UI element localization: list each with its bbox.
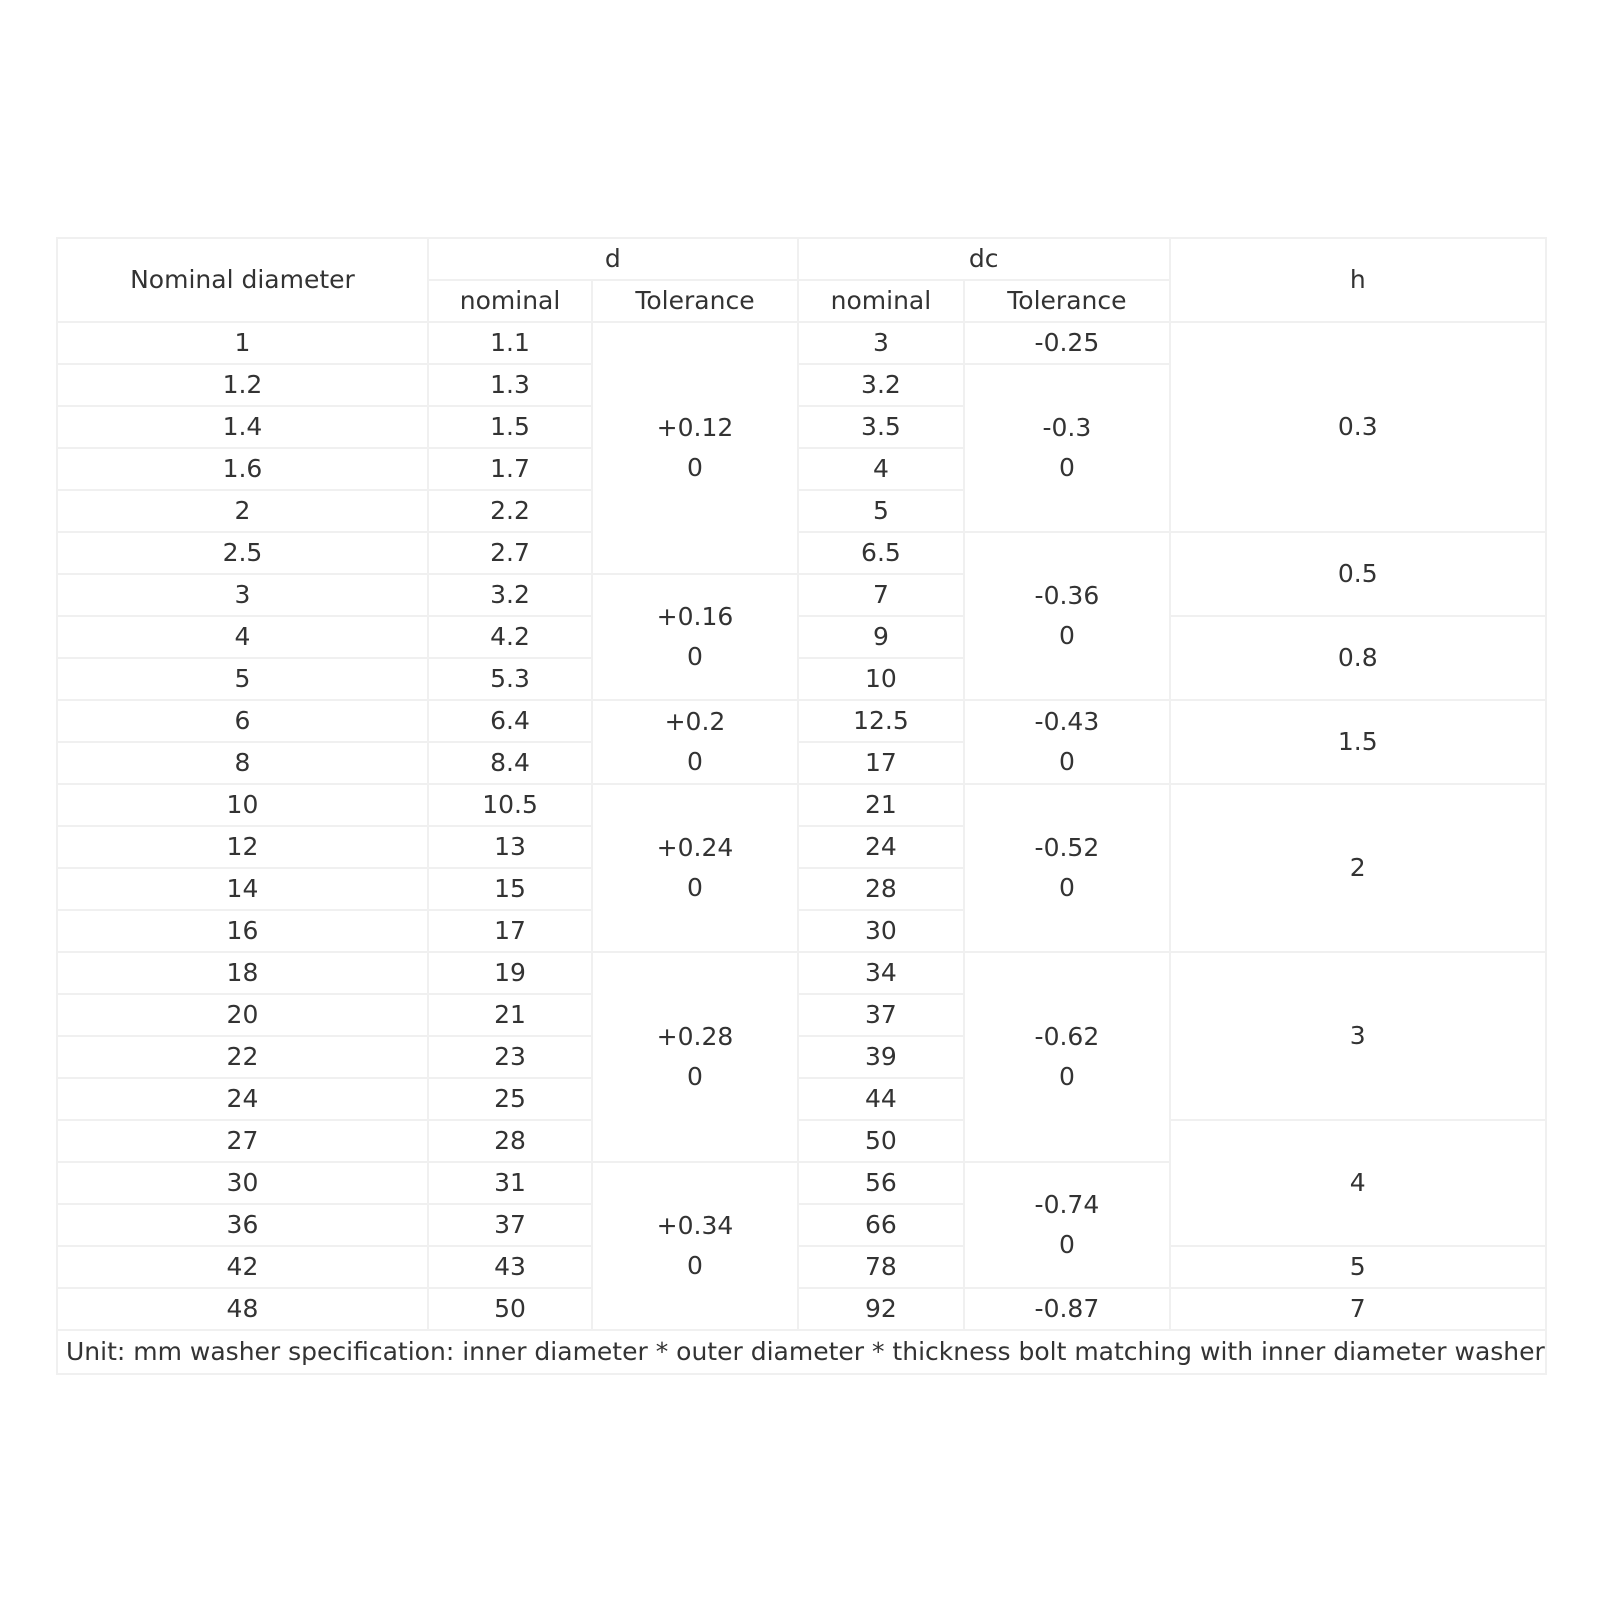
- nominal-diameter-cell: 1.2: [57, 364, 428, 406]
- table-row: [57, 1120, 1546, 1162]
- d-tolerance-cell: [592, 1162, 798, 1330]
- header-h: h: [1170, 238, 1546, 322]
- h-cell: 3: [1170, 952, 1546, 1120]
- d-nominal-cell: 6.4: [428, 700, 592, 742]
- nominal-diameter-cell: 6: [57, 700, 428, 742]
- header-d-nominal: nominal: [428, 280, 592, 322]
- dc-tolerance-cell-upper: -0.74: [1034, 1190, 1100, 1219]
- dc-tolerance-cell: [964, 784, 1170, 952]
- dc-tolerance-cell-lower: 0: [1058, 873, 1075, 902]
- d-nominal-cell: 13: [428, 826, 592, 868]
- d-nominal-cell: 31: [428, 1162, 592, 1204]
- dc-nominal-cell: 56: [798, 1162, 964, 1204]
- nominal-diameter-cell: 42: [57, 1246, 428, 1288]
- d-nominal-cell: 4.2: [428, 616, 592, 658]
- h-cell: 0.3: [1170, 322, 1546, 532]
- dc-nominal-cell: 24: [798, 826, 964, 868]
- d-nominal-cell: 1.5: [428, 406, 592, 448]
- nominal-diameter-cell: 22: [57, 1036, 428, 1078]
- table-row: [57, 952, 1546, 994]
- nominal-diameter-cell: 27: [57, 1120, 428, 1162]
- table-row: [57, 700, 1546, 742]
- dc-tolerance-cell: [964, 322, 1170, 364]
- dc-tolerance-cell-upper: -0.43: [1034, 707, 1100, 736]
- dc-tolerance-cell: [964, 700, 1170, 784]
- dc-tolerance-cell: [964, 532, 1170, 700]
- h-cell: 5: [1170, 1246, 1546, 1288]
- h-cell: 4: [1170, 1120, 1546, 1246]
- table-row: [57, 784, 1546, 826]
- nominal-diameter-cell: 36: [57, 1204, 428, 1246]
- header-d-tolerance: Tolerance: [592, 280, 798, 322]
- d-nominal-cell: 25: [428, 1078, 592, 1120]
- d-nominal-cell: 1.7: [428, 448, 592, 490]
- dc-tolerance-cell: [964, 1162, 1170, 1288]
- nominal-diameter-cell: 20: [57, 994, 428, 1036]
- dc-nominal-cell: 6.5: [798, 532, 964, 574]
- dc-tolerance-cell-upper: -0.36: [1034, 581, 1100, 610]
- header-dc-tolerance: Tolerance: [964, 280, 1170, 322]
- nominal-diameter-cell: 30: [57, 1162, 428, 1204]
- dc-nominal-cell: 21: [798, 784, 964, 826]
- d-nominal-cell: 2.7: [428, 532, 592, 574]
- nominal-diameter-cell: 18: [57, 952, 428, 994]
- nominal-diameter-cell: 5: [57, 658, 428, 700]
- dc-nominal-cell: 78: [798, 1246, 964, 1288]
- dc-tolerance-cell: [964, 364, 1170, 532]
- h-cell: 1.5: [1170, 700, 1546, 784]
- d-tolerance-cell-upper: +0.2: [664, 707, 726, 736]
- dc-nominal-cell: 3.2: [798, 364, 964, 406]
- nominal-diameter-cell: 2: [57, 490, 428, 532]
- dc-nominal-cell: 17: [798, 742, 964, 784]
- d-tolerance-cell-upper: +0.34: [656, 1211, 734, 1240]
- nominal-diameter-cell: 14: [57, 868, 428, 910]
- d-nominal-cell: 1.3: [428, 364, 592, 406]
- d-nominal-cell: 28: [428, 1120, 592, 1162]
- dc-nominal-cell: 4: [798, 448, 964, 490]
- dc-nominal-cell: 3: [798, 322, 964, 364]
- d-nominal-cell: 23: [428, 1036, 592, 1078]
- d-nominal-cell: 21: [428, 994, 592, 1036]
- dc-nominal-cell: 10: [798, 658, 964, 700]
- dc-tolerance-cell-upper: -0.52: [1034, 833, 1100, 862]
- dc-tolerance-cell-upper: -0.62: [1034, 1022, 1100, 1051]
- dc-nominal-cell: 66: [798, 1204, 964, 1246]
- nominal-diameter-cell: 1.4: [57, 406, 428, 448]
- dc-tolerance-cell-lower: 0: [1058, 453, 1075, 482]
- dc-tolerance-cell-upper: -0.25: [1034, 328, 1100, 357]
- header-dc: dc: [798, 238, 1170, 280]
- h-cell: 0.5: [1170, 532, 1546, 616]
- table-row: [57, 532, 1546, 574]
- dc-nominal-cell: 50: [798, 1120, 964, 1162]
- dc-tolerance-cell-upper: -0.87: [1034, 1294, 1100, 1323]
- d-nominal-cell: 5.3: [428, 658, 592, 700]
- d-tolerance-cell-upper: +0.12: [656, 413, 734, 442]
- d-tolerance-cell-lower: 0: [687, 873, 703, 902]
- dc-nominal-cell: 34: [798, 952, 964, 994]
- table-row: [57, 1246, 1546, 1288]
- dc-tolerance-cell-lower: 0: [1058, 1062, 1075, 1091]
- d-nominal-cell: 3.2: [428, 574, 592, 616]
- header-dc-nominal: nominal: [798, 280, 964, 322]
- table-row: [57, 1288, 1546, 1330]
- nominal-diameter-cell: 24: [57, 1078, 428, 1120]
- d-tolerance-cell-lower: 0: [687, 1062, 703, 1091]
- d-tolerance-cell: [592, 574, 798, 700]
- dc-nominal-cell: 9: [798, 616, 964, 658]
- dc-nominal-cell: 37: [798, 994, 964, 1036]
- table-body: [57, 322, 1546, 1330]
- h-cell: 0.8: [1170, 616, 1546, 700]
- dc-nominal-cell: 7: [798, 574, 964, 616]
- header-nominal-diameter: Nominal diameter: [57, 238, 428, 322]
- dc-nominal-cell: 5: [798, 490, 964, 532]
- d-nominal-cell: 43: [428, 1246, 592, 1288]
- nominal-diameter-cell: 4: [57, 616, 428, 658]
- nominal-diameter-cell: 3: [57, 574, 428, 616]
- d-nominal-cell: 10.5: [428, 784, 592, 826]
- dc-tolerance-cell-upper: -0.3: [1042, 413, 1092, 442]
- nominal-diameter-cell: 8: [57, 742, 428, 784]
- nominal-diameter-cell: 1.6: [57, 448, 428, 490]
- d-tolerance-cell-lower: 0: [687, 1251, 703, 1280]
- nominal-diameter-cell: 2.5: [57, 532, 428, 574]
- table-row: [57, 322, 1546, 364]
- d-tolerance-cell-upper: +0.28: [656, 1022, 734, 1051]
- dc-tolerance-cell: [964, 952, 1170, 1162]
- d-nominal-cell: 19: [428, 952, 592, 994]
- d-tolerance-cell: [592, 952, 798, 1162]
- washer-spec-table: [56, 237, 1547, 1375]
- dc-nominal-cell: 28: [798, 868, 964, 910]
- dc-tolerance-cell-lower: 0: [1058, 747, 1075, 776]
- header-d: d: [428, 238, 798, 280]
- d-nominal-cell: 37: [428, 1204, 592, 1246]
- d-tolerance-cell: [592, 700, 798, 784]
- dc-nominal-cell: 12.5: [798, 700, 964, 742]
- d-nominal-cell: 50: [428, 1288, 592, 1330]
- h-cell: 2: [1170, 784, 1546, 952]
- dc-nominal-cell: 3.5: [798, 406, 964, 448]
- nominal-diameter-cell: 1: [57, 322, 428, 364]
- dc-tolerance-cell-lower: 0: [1058, 621, 1075, 650]
- dc-nominal-cell: 30: [798, 910, 964, 952]
- d-tolerance-cell-upper: +0.24: [656, 833, 734, 862]
- d-nominal-cell: 17: [428, 910, 592, 952]
- d-tolerance-cell-lower: 0: [687, 642, 703, 671]
- dc-nominal-cell: 44: [798, 1078, 964, 1120]
- table-row: [57, 616, 1546, 658]
- d-tolerance-cell-lower: 0: [687, 453, 703, 482]
- nominal-diameter-cell: 16: [57, 910, 428, 952]
- d-tolerance-cell-lower: 0: [687, 747, 703, 776]
- nominal-diameter-cell: 12: [57, 826, 428, 868]
- nominal-diameter-cell: 48: [57, 1288, 428, 1330]
- d-tolerance-cell: [592, 784, 798, 952]
- footnote: Unit: mm washer specification: inner diameter * outer diameter * thickness bolt matching with inner diameter washer: [57, 1330, 1546, 1374]
- dc-nominal-cell: 39: [798, 1036, 964, 1078]
- dc-nominal-cell: 92: [798, 1288, 964, 1330]
- h-cell: 7: [1170, 1288, 1546, 1330]
- d-tolerance-cell-upper: +0.16: [656, 602, 734, 631]
- dc-tolerance-cell: [964, 1288, 1170, 1330]
- nominal-diameter-cell: 10: [57, 784, 428, 826]
- dc-tolerance-cell-lower: 0: [1058, 1230, 1075, 1259]
- d-tolerance-cell: [592, 322, 798, 574]
- d-nominal-cell: 2.2: [428, 490, 592, 532]
- d-nominal-cell: 15: [428, 868, 592, 910]
- d-nominal-cell: 1.1: [428, 322, 592, 364]
- d-nominal-cell: 8.4: [428, 742, 592, 784]
